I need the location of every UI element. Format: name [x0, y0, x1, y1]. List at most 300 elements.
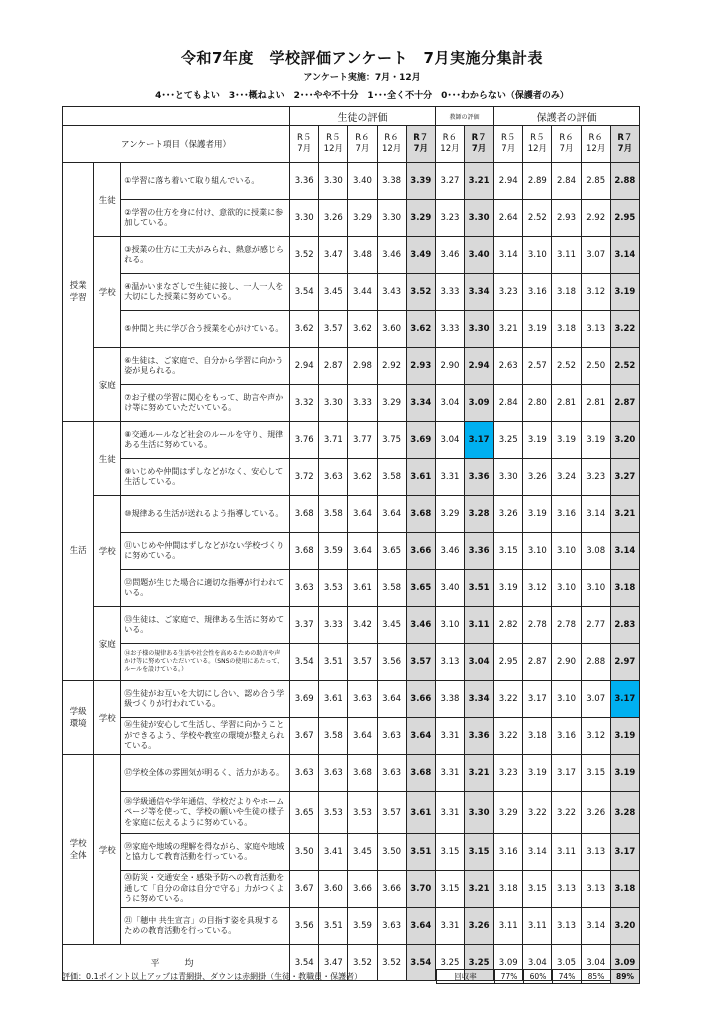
score-cell: 3.33 [435, 311, 464, 348]
score-cell: 3.17 [552, 755, 581, 792]
teachers-header: 教師の評価 [435, 107, 493, 126]
score-cell: 3.30 [465, 311, 494, 348]
score-cell: 3.72 [290, 459, 319, 496]
score-cell: 3.68 [290, 533, 319, 570]
score-cell: 3.52 [406, 274, 435, 311]
score-cell: 3.13 [581, 871, 610, 908]
score-cell: 3.36 [465, 459, 494, 496]
table-row [63, 681, 640, 718]
score-cell: 3.23 [435, 200, 464, 237]
score-cell: 3.63 [348, 681, 377, 718]
score-cell: 2.64 [494, 200, 523, 237]
score-cell: 3.19 [610, 718, 639, 755]
score-cell: 3.10 [581, 570, 610, 607]
table-row [63, 533, 640, 570]
score-cell: 3.23 [494, 274, 523, 311]
score-cell: 2.52 [523, 200, 552, 237]
period-month: 7月 [413, 144, 428, 154]
score-cell: 3.63 [377, 718, 406, 755]
score-cell: 3.22 [494, 718, 523, 755]
survey-item-text: ⑯生徒が安心して生活し、学習に向かうことができるよう、学校や教室の環境が整えられている。 [121, 718, 290, 755]
score-cell: 3.58 [377, 570, 406, 607]
score-cell: 3.26 [494, 496, 523, 533]
response-rate-cell: 89% [611, 970, 640, 984]
period-month: 12月 [323, 144, 343, 154]
score-cell: 3.59 [348, 908, 377, 945]
score-cell: 2.81 [552, 385, 581, 422]
score-cell: 2.89 [523, 163, 552, 200]
score-cell: 3.14 [494, 237, 523, 274]
score-cell: 3.17 [610, 834, 639, 871]
score-cell: 3.10 [523, 533, 552, 570]
score-cell: 3.61 [406, 792, 435, 834]
score-cell: 3.29 [406, 200, 435, 237]
period-header [377, 126, 406, 163]
score-cell: 3.62 [290, 311, 319, 348]
score-cell: 3.66 [348, 871, 377, 908]
score-cell: 3.22 [552, 792, 581, 834]
score-cell: 3.18 [552, 274, 581, 311]
section-label: 生活 [63, 422, 94, 681]
score-cell: 3.52 [290, 237, 319, 274]
score-cell: 3.67 [290, 871, 319, 908]
average-cell: 3.25 [465, 945, 494, 981]
score-cell: 3.15 [581, 755, 610, 792]
group-label: 家庭 [94, 607, 121, 681]
table-row [63, 274, 640, 311]
score-cell: 3.68 [406, 496, 435, 533]
average-cell: 3.04 [523, 945, 552, 981]
score-cell: 3.38 [377, 163, 406, 200]
period-year: R７ [471, 133, 487, 143]
score-cell: 3.28 [610, 792, 639, 834]
score-cell: 3.54 [290, 644, 319, 681]
score-cell: 3.56 [290, 908, 319, 945]
table-row [63, 459, 640, 496]
section-label: 授業 学習 [63, 163, 94, 422]
table-row [63, 834, 640, 871]
score-cell: 3.53 [319, 792, 348, 834]
score-cell: 3.59 [319, 533, 348, 570]
score-cell: 3.08 [581, 533, 610, 570]
survey-item-text: ⑲家庭や地域の理解を得ながら、家庭や地域と協力して教育活動を行っている。 [121, 834, 290, 871]
period-month: 7月 [355, 144, 370, 154]
score-cell: 3.36 [465, 533, 494, 570]
score-cell: 3.70 [406, 871, 435, 908]
score-cell: 3.24 [552, 459, 581, 496]
score-cell: 2.78 [552, 607, 581, 644]
score-cell: 3.30 [377, 200, 406, 237]
score-cell: 3.48 [348, 237, 377, 274]
score-cell: 3.46 [435, 533, 464, 570]
score-cell: 2.94 [494, 163, 523, 200]
score-cell: 3.69 [290, 681, 319, 718]
period-year: R６ [355, 133, 370, 143]
section-label: 学級 環境 [63, 681, 94, 755]
period-header [610, 126, 639, 163]
score-cell: 2.84 [552, 163, 581, 200]
survey-item-text: ⑰学校全体の雰囲気が明るく、活力がある。 [121, 755, 290, 792]
period-header [290, 126, 319, 163]
score-cell: 3.64 [348, 496, 377, 533]
score-cell: 3.07 [581, 237, 610, 274]
score-cell: 3.34 [465, 681, 494, 718]
survey-item-text: ⑪いじめや仲間はずしなどがない学校づくりに努めている。 [121, 533, 290, 570]
score-cell: 3.34 [465, 274, 494, 311]
score-cell: 3.10 [552, 570, 581, 607]
score-cell: 3.64 [348, 718, 377, 755]
average-cell: 3.04 [581, 945, 610, 981]
score-cell: 2.90 [435, 348, 464, 385]
period-year: R６ [384, 133, 399, 143]
period-month: 12月 [440, 144, 460, 154]
score-cell: 3.66 [377, 871, 406, 908]
score-cell: 2.97 [610, 644, 639, 681]
table-row [63, 644, 640, 681]
score-cell: 3.15 [465, 834, 494, 871]
period-year: R５ [296, 133, 312, 143]
score-cell: 3.22 [523, 792, 552, 834]
average-label: 平 均 [63, 945, 290, 981]
table-row [63, 607, 640, 644]
score-cell: 3.30 [319, 385, 348, 422]
score-cell: 2.95 [494, 644, 523, 681]
score-cell: 3.64 [406, 908, 435, 945]
score-cell: 3.62 [348, 459, 377, 496]
score-cell: 3.30 [465, 792, 494, 834]
score-cell: 2.88 [581, 644, 610, 681]
survey-item-text: ⑳防災・交通安全・感染予防への教育活動を通して「自分の命は自分で守る」力がつくように努めている。 [121, 871, 290, 908]
score-cell: 3.31 [435, 792, 464, 834]
score-cell: 3.63 [377, 755, 406, 792]
footer-note: 評価：0.1ポイント以上アップは青網掛、ダウンは赤網掛（生徒・教職員・保護者） [62, 972, 363, 981]
score-cell: 3.13 [552, 871, 581, 908]
score-cell: 2.92 [581, 200, 610, 237]
score-cell: 3.18 [494, 871, 523, 908]
score-cell: 3.09 [465, 385, 494, 422]
score-cell: 3.22 [494, 681, 523, 718]
parents-header: 保護者の評価 [494, 107, 640, 126]
average-cell: 3.54 [290, 945, 319, 981]
table-row [63, 570, 640, 607]
score-cell: 3.40 [348, 163, 377, 200]
score-cell: 3.19 [552, 422, 581, 459]
response-rate-cell: 77% [495, 970, 524, 984]
response-rate-label: 回収率 [437, 970, 495, 984]
score-cell: 2.81 [581, 385, 610, 422]
survey-item-text: ③授業の仕方に工夫がみられ、熱意が感じられる。 [121, 237, 290, 274]
survey-item-text: ⑬生徒は、ご家庭で、規律ある生活に努めている。 [121, 607, 290, 644]
score-cell: 3.65 [406, 570, 435, 607]
score-cell: 3.51 [406, 834, 435, 871]
score-cell: 3.38 [435, 681, 464, 718]
score-cell: 3.13 [435, 644, 464, 681]
score-cell: 2.84 [494, 385, 523, 422]
average-cell: 3.52 [348, 945, 377, 981]
survey-item-text: ②学習の仕方を身に付け、意欲的に授業に参加している。 [121, 200, 290, 237]
score-cell: 3.28 [465, 496, 494, 533]
score-cell: 3.13 [552, 908, 581, 945]
period-year: R６ [588, 133, 603, 143]
score-cell: 3.62 [348, 311, 377, 348]
score-cell: 3.21 [465, 755, 494, 792]
table-row [63, 385, 640, 422]
table-row [63, 163, 640, 200]
score-cell: 3.19 [523, 311, 552, 348]
score-cell: 3.30 [465, 200, 494, 237]
survey-item-text: ⑩規律ある生活が送れるよう指導している。 [121, 496, 290, 533]
score-cell: 3.14 [581, 496, 610, 533]
survey-item-text: ㉑「穂中 共生宣言」の目指す姿を具現するための教育活動を行っている。 [121, 908, 290, 945]
table-row [63, 792, 640, 834]
score-cell: 3.30 [290, 200, 319, 237]
score-cell: 2.98 [348, 348, 377, 385]
score-cell: 3.64 [377, 496, 406, 533]
table-row [63, 422, 640, 459]
score-cell: 3.63 [319, 459, 348, 496]
score-cell: 3.11 [552, 237, 581, 274]
score-cell: 3.36 [290, 163, 319, 200]
score-cell: 3.53 [348, 792, 377, 834]
score-cell: 3.12 [581, 718, 610, 755]
table-row [63, 718, 640, 755]
score-cell: 3.15 [494, 533, 523, 570]
score-cell: 3.19 [581, 422, 610, 459]
score-cell: 3.31 [435, 908, 464, 945]
score-cell: 3.13 [581, 834, 610, 871]
score-cell: 3.18 [552, 311, 581, 348]
score-cell: 2.87 [319, 348, 348, 385]
score-cell: 3.18 [610, 570, 639, 607]
score-cell: 3.25 [494, 422, 523, 459]
period-month: 7月 [617, 144, 633, 154]
period-year: R７ [413, 133, 429, 143]
period-year: R６ [442, 133, 458, 143]
survey-item-text: ⑤仲間と共に学び合う授業を心がけている。 [121, 311, 290, 348]
score-cell: 3.17 [610, 681, 639, 718]
students-header: 生徒の評価 [290, 107, 436, 126]
score-cell: 3.21 [465, 163, 494, 200]
score-cell: 3.23 [581, 459, 610, 496]
score-cell: 3.21 [610, 496, 639, 533]
score-cell: 2.52 [552, 348, 581, 385]
survey-item-text: ⑨いじめや仲間はずしなどがなく、安心して生活している。 [121, 459, 290, 496]
score-cell: 3.51 [465, 570, 494, 607]
average-cell: 3.52 [377, 945, 406, 981]
table-row [63, 496, 640, 533]
score-cell: 3.36 [465, 718, 494, 755]
score-cell: 3.27 [610, 459, 639, 496]
survey-item-text: ⑥生徒は、ご家庭で、自分から学習に向かう姿が見られる。 [121, 348, 290, 385]
score-cell: 3.41 [319, 834, 348, 871]
score-cell: 3.63 [377, 908, 406, 945]
score-cell: 3.26 [319, 200, 348, 237]
score-cell: 3.11 [523, 908, 552, 945]
score-cell: 2.93 [406, 348, 435, 385]
period-year: R５ [530, 133, 545, 143]
period-header [319, 126, 348, 163]
group-label: 学校 [94, 496, 121, 607]
score-cell: 3.56 [377, 644, 406, 681]
score-cell: 3.42 [348, 607, 377, 644]
score-cell: 3.63 [290, 755, 319, 792]
score-cell: 3.37 [290, 607, 319, 644]
period-header [406, 126, 435, 163]
average-cell: 3.47 [319, 945, 348, 981]
score-cell: 2.92 [377, 348, 406, 385]
score-cell: 3.29 [377, 385, 406, 422]
score-cell: 3.04 [465, 644, 494, 681]
score-cell: 3.14 [523, 834, 552, 871]
score-cell: 3.16 [494, 834, 523, 871]
score-cell: 3.14 [581, 908, 610, 945]
response-rate-cell: 60% [524, 970, 553, 984]
score-cell: 3.75 [377, 422, 406, 459]
score-cell: 3.18 [523, 718, 552, 755]
score-cell: 3.64 [406, 718, 435, 755]
score-cell: 3.76 [290, 422, 319, 459]
survey-item-text: ⑧交通ルールなど社会のルールを守り、規律ある生活に努めている。 [121, 422, 290, 459]
score-cell: 2.88 [610, 163, 639, 200]
score-cell: 3.62 [406, 311, 435, 348]
period-header [348, 126, 377, 163]
table-row [63, 908, 640, 945]
period-year: R５ [326, 133, 341, 143]
score-cell: 3.10 [552, 681, 581, 718]
score-cell: 3.46 [406, 607, 435, 644]
score-cell: 2.94 [465, 348, 494, 385]
score-cell: 3.69 [406, 422, 435, 459]
score-cell: 2.78 [523, 607, 552, 644]
response-rate-cell: 85% [582, 970, 611, 984]
score-cell: 3.34 [406, 385, 435, 422]
period-header [435, 126, 464, 163]
score-cell: 3.17 [523, 681, 552, 718]
score-cell: 3.58 [319, 718, 348, 755]
score-cell: 3.29 [348, 200, 377, 237]
score-cell: 3.04 [435, 422, 464, 459]
period-month: 12月 [527, 144, 548, 154]
score-cell: 3.61 [319, 681, 348, 718]
table-row [63, 311, 640, 348]
score-cell: 3.13 [581, 311, 610, 348]
score-cell: 3.26 [523, 459, 552, 496]
period-month: 7月 [501, 144, 516, 154]
period-year: R７ [617, 133, 633, 143]
average-cell: 3.54 [406, 945, 435, 981]
score-cell: 2.77 [581, 607, 610, 644]
score-cell: 3.11 [465, 607, 494, 644]
score-cell: 3.57 [406, 644, 435, 681]
score-cell: 3.57 [377, 792, 406, 834]
score-cell: 2.90 [552, 644, 581, 681]
score-cell: 3.60 [319, 871, 348, 908]
score-cell: 3.39 [406, 163, 435, 200]
period-header [465, 126, 494, 163]
score-cell: 3.16 [523, 274, 552, 311]
score-cell: 3.66 [406, 533, 435, 570]
table-row [63, 200, 640, 237]
score-cell: 3.27 [435, 163, 464, 200]
score-cell: 3.43 [377, 274, 406, 311]
score-cell: 3.07 [581, 681, 610, 718]
score-cell: 2.80 [523, 385, 552, 422]
score-cell: 3.53 [319, 570, 348, 607]
score-cell: 3.20 [610, 908, 639, 945]
group-label: 学校 [94, 237, 121, 348]
score-cell: 3.66 [406, 681, 435, 718]
score-cell: 3.63 [319, 755, 348, 792]
score-cell: 3.19 [523, 496, 552, 533]
score-cell: 3.33 [435, 274, 464, 311]
score-cell: 2.50 [581, 348, 610, 385]
score-cell: 3.29 [435, 496, 464, 533]
group-label: 学校 [94, 681, 121, 755]
section-label: 学校 全体 [63, 755, 94, 945]
score-cell: 3.18 [610, 871, 639, 908]
period-month: 12月 [586, 144, 606, 154]
survey-item-text: ⑫問題が生じた場合に適切な指導が行われている。 [121, 570, 290, 607]
period-month: 7月 [297, 144, 312, 154]
score-cell: 3.45 [319, 274, 348, 311]
score-cell: 2.87 [523, 644, 552, 681]
score-cell: 3.33 [319, 607, 348, 644]
average-cell: 3.09 [610, 945, 639, 981]
survey-item-text: ⑦お子様の学習に関心をもって、助言や声かけ等に努めていただいている。 [121, 385, 290, 422]
group-label: 家庭 [94, 348, 121, 422]
score-cell: 3.51 [319, 644, 348, 681]
period-month: 7月 [559, 144, 574, 154]
score-cell: 3.30 [319, 163, 348, 200]
score-cell: 2.83 [610, 607, 639, 644]
score-cell: 3.10 [435, 607, 464, 644]
score-cell: 3.11 [552, 834, 581, 871]
table-row [63, 755, 640, 792]
score-cell: 3.46 [377, 237, 406, 274]
page-title: 令和7年度 学校評価アンケート 7月実施分集計表 [181, 49, 543, 67]
score-cell: 3.32 [290, 385, 319, 422]
score-cell: 3.14 [610, 533, 639, 570]
score-cell: 3.17 [465, 422, 494, 459]
header-blank [63, 107, 290, 126]
score-cell: 3.33 [348, 385, 377, 422]
score-cell: 3.64 [348, 533, 377, 570]
score-cell: 3.19 [523, 422, 552, 459]
score-cell: 2.94 [290, 348, 319, 385]
score-cell: 3.20 [610, 422, 639, 459]
survey-item-text: ⑮生徒がお互いを大切にし合い、認め合う学級づくりが行われている。 [121, 681, 290, 718]
score-cell: 3.19 [523, 755, 552, 792]
score-cell: 3.10 [523, 237, 552, 274]
score-cell: 3.77 [348, 422, 377, 459]
survey-item-text: ⑱学級通信や学年通信、学校だよりやホームページ等を使って、学校の願いや生徒の様子を家庭に伝えるように努めている。 [121, 792, 290, 834]
response-rate-cell: 74% [553, 970, 582, 984]
score-cell: 3.12 [523, 570, 552, 607]
score-cell: 3.40 [465, 237, 494, 274]
score-cell: 3.58 [319, 496, 348, 533]
table-row [63, 348, 640, 385]
survey-item-text: ④温かいまなざしで生徒に接し、一人一人を大切にした授業に努めている。 [121, 274, 290, 311]
score-cell: 3.11 [494, 908, 523, 945]
score-cell: 3.67 [290, 718, 319, 755]
score-cell: 3.68 [290, 496, 319, 533]
score-cell: 3.10 [552, 533, 581, 570]
score-cell: 3.19 [610, 274, 639, 311]
score-cell: 3.16 [552, 496, 581, 533]
survey-item-text: ⑭お子様の規律ある生活や社会性を高めるための助言や声かけ等に努めていただいている。（SNSの使用にあたって、ルールを設けている。） [121, 644, 290, 681]
survey-item-text: ①学習に落ち着いて取り組んでいる。 [121, 163, 290, 200]
score-cell: 3.29 [494, 792, 523, 834]
